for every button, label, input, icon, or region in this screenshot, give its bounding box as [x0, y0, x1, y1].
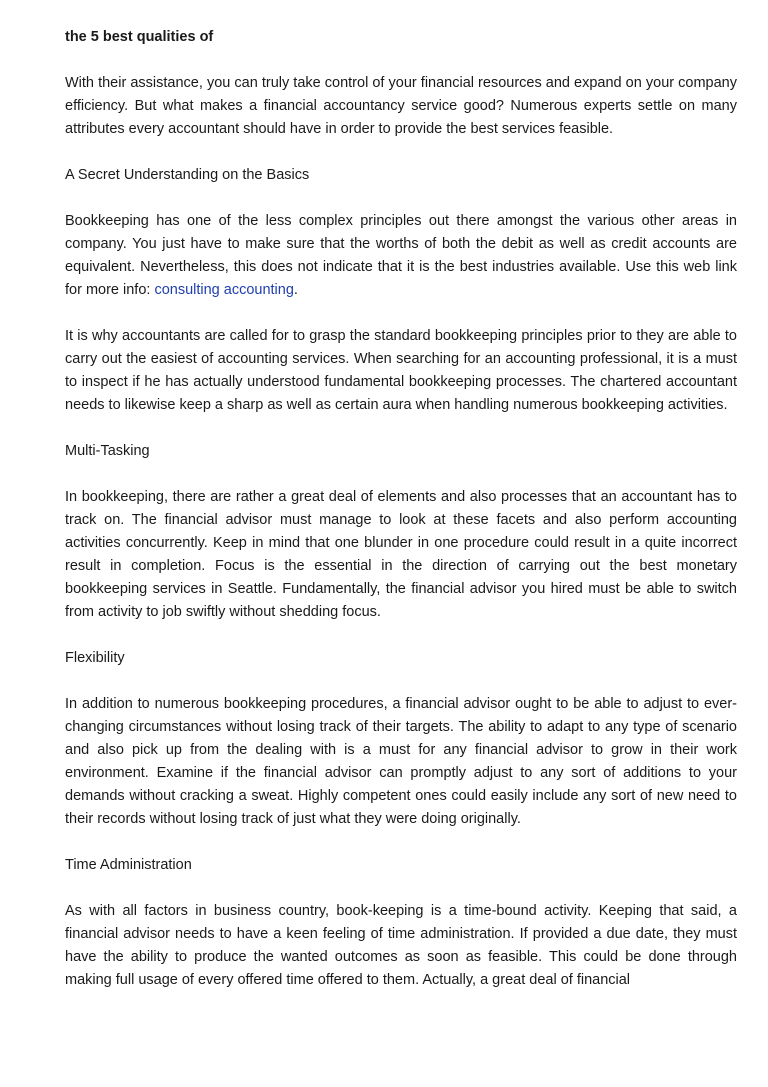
basics-paragraph	[65, 210, 737, 302]
accountants-paragraph: It is why accountants are called for to grasp the standard bookkeeping principles prior to they are able to carry out the easiest of accounting services. When searching for an accounting professional, it is a must to inspect if he has actually understood fundamental bookkeeping processes. The chartered accountant needs to likewise keep a sharp as well as certain aura when handling numerous bookkeeping activities.	[65, 328, 737, 413]
section-heading-basics: A Secret Understanding on the Basics	[65, 167, 310, 183]
section-heading-time-administration: Time Administration	[65, 857, 192, 873]
document-page	[65, 26, 737, 1015]
flexibility-paragraph: In addition to numerous bookkeeping procedures, a financial advisor ought to be able to adjust to ever-changing circumstances without losing track of their targets. The ability to adapt to any type of scenario and also pick up from the dealing with is a must for any financial advisor to grow in their work environment. Examine if the financial advisor can promptly adjust to any sort of additions to your demands without cracking a sweat. Highly competent ones could easily include any sort of new need to their records without losing track of just what they were doing originally.	[65, 696, 737, 827]
multitasking-paragraph: In bookkeeping, there are rather a great deal of elements and also processes that an accountant has to track on. The financial advisor must manage to look at these facets and also perform accounting activities concurrently. Keep in mind that one blunder in one procedure could result in a quite incorrect result in completion. Focus is the essential in the direction of carrying out the best monetary bookkeeping services in Seattle. Fundamentally, the financial advisor you hired must be able to switch from activity to job swiftly without shedding focus.	[65, 489, 737, 620]
section-heading-multitasking: Multi-Tasking	[65, 443, 150, 459]
basics-paragraph-end: .	[293, 282, 298, 298]
basics-paragraph-text: Bookkeeping has one of the less complex principles out there amongst the various other areas in company. You just have to make sure that the worths of both the debit as well as credit accounts are equivalent. Nevertheless, this does not indicate that it is the best industries available. Use this web link for more info:	[65, 213, 737, 298]
time-administration-paragraph: As with all factors in business country, book-keeping is a time-bound activity. Keeping that said, a financial advisor needs to have a keen feeling of time administration. If provided a due date, they must have the ability to produce the wanted outcomes as soon as feasible. This could be done through making full usage of every offered time offered to them. Actually, a great deal of financial	[65, 903, 737, 988]
document-title: the 5 best qualities of	[65, 29, 214, 45]
consulting-accounting-link[interactable]: consulting accounting	[154, 282, 294, 298]
intro-paragraph: With their assistance, you can truly take control of your financial resources and expand on your company efficiency. But what makes a financial accountancy service good? Numerous experts settle on many attributes every accountant should have in order to provide the best services feasible.	[65, 75, 737, 137]
section-heading-flexibility: Flexibility	[65, 650, 125, 666]
